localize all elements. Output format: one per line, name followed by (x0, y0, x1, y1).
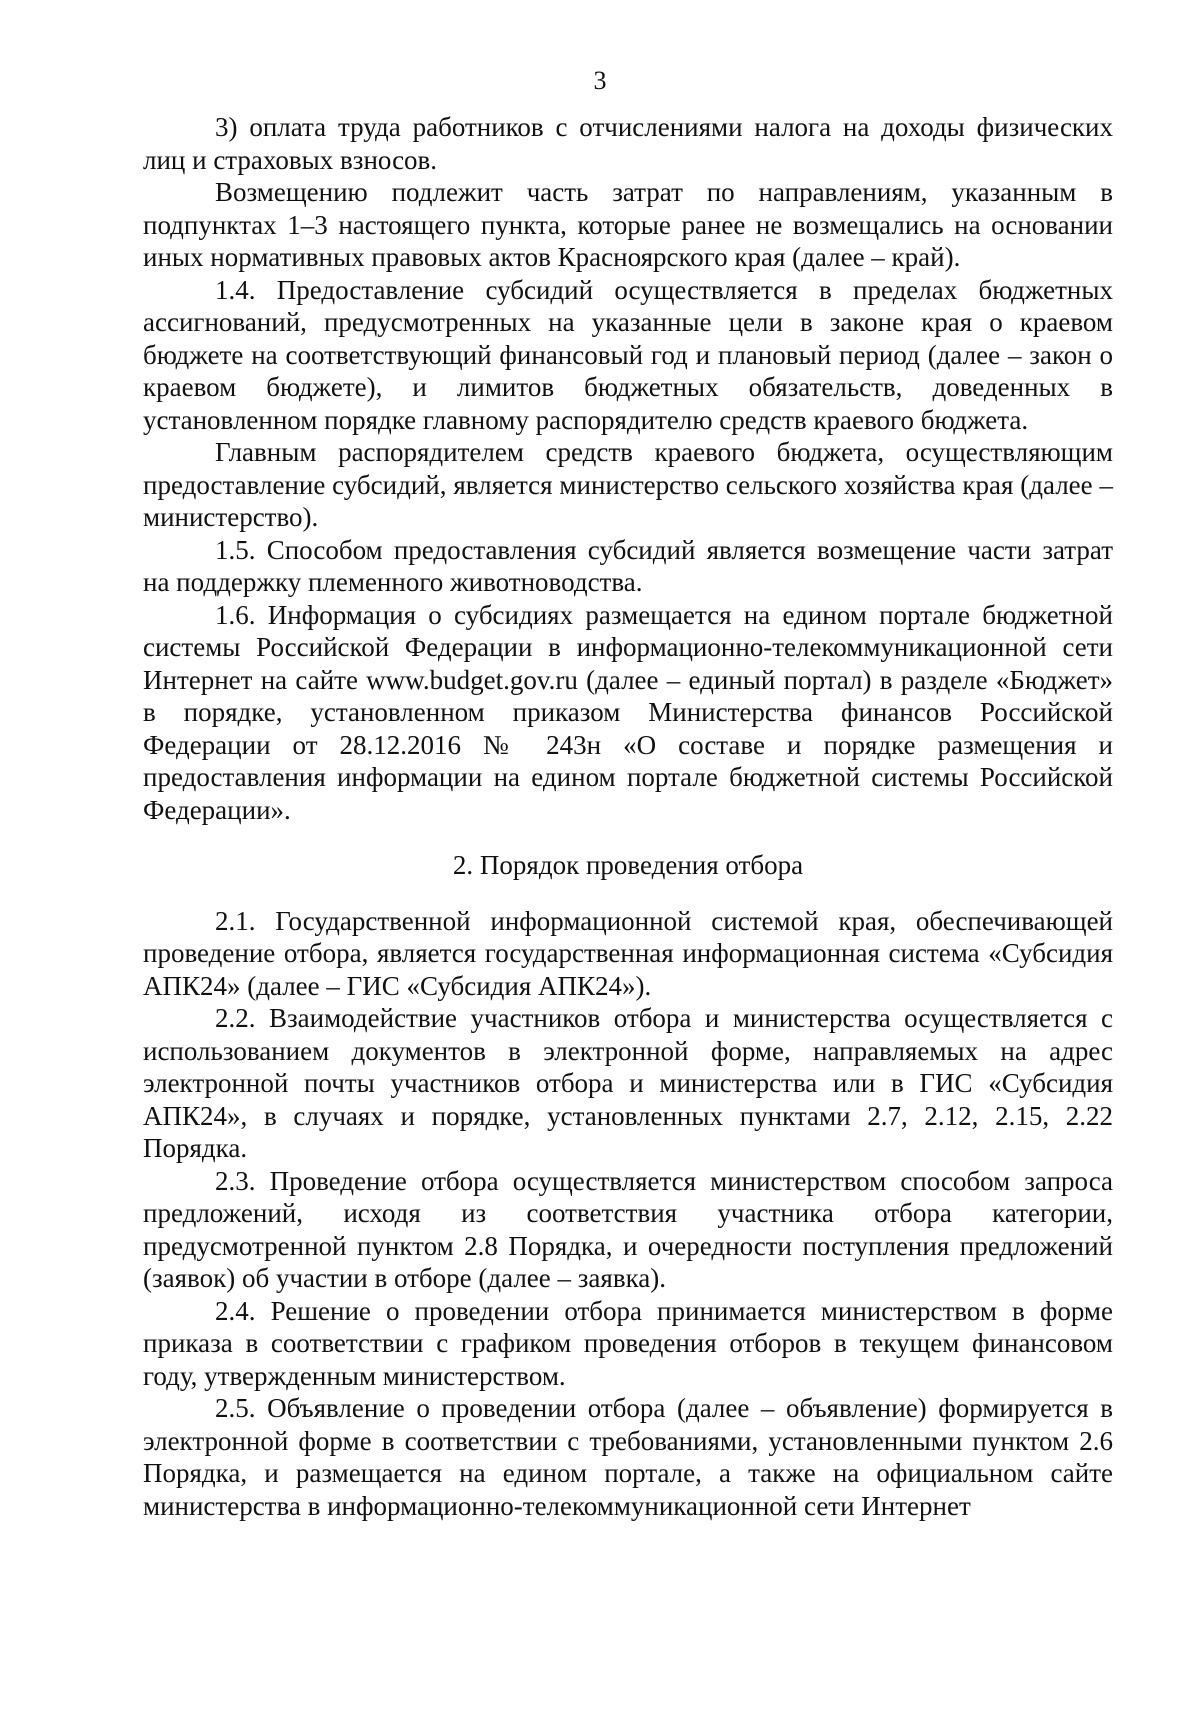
page-number: 3 (593, 66, 607, 95)
paragraph-item-3: 3) оплата труда работников с отчислениями налога на доходы физических лиц и страховых взносов. (143, 112, 1113, 175)
paragraph-1-5: 1.5. Способом предоставления субсидий является возмещение части затрат на поддержку племенного животноводства. (143, 534, 1113, 597)
paragraph-2-2: 2.2. Взаимодействие участников отбора и министерства осуществляется с использованием документов в электронной форме, направляемых на адрес электронной почты участников отбора и министерства или в ГИС «Субсидия АПК24», в случаях и порядке, установленных пунктами 2.7, 2.12, 2.15, 2.22 Порядка. (143, 1003, 1113, 1163)
paragraph-reimbursement: Возмещению подлежит часть затрат по направлениям, указанным в подпунктах 1–3 настоящего пункта, которые ранее не возмещались на основании иных нормативных правовых актов Красноярского края (далее – край). (143, 177, 1113, 272)
paragraph-chief-administrator: Главным распорядителем средств краевого бюджета, осуществляющим предоставление субсидий, является министерство сельского хозяйства края (далее – министерство). (143, 437, 1113, 532)
paragraph-1-6: 1.6. Информация о субсидиях размещается на едином портале бюджетной системы Российской Федерации в информационно-телекоммуникационной сети Интернет на сайте www.budget.gov.ru (далее – единый портал) в разделе «Бюджет» в порядке, установленном приказом Министерства финансов Российской Федерации от 28.12.2016 № 243н «О составе и порядке размещения и предоставления информации на едином портале бюджетной системы Российской Федерации». (143, 599, 1113, 825)
document-body (143, 111, 1113, 1522)
paragraph-1-4: 1.4. Предоставление субсидий осуществляется в пределах бюджетных ассигнований, предусмотренных на указанные цели в законе края о краевом бюджете на соответствующий финансовый год и плановый период (далее – закон о краевом бюджете), и лимитов бюджетных обязательств, доведенных в установленном порядке главному распорядителю средств краевого бюджета. (143, 274, 1113, 435)
paragraph-2-5: 2.5. Объявление о проведении отбора (далее – объявление) формируется в электронной форме в соответствии с требованиями, установленными пунктом 2.6 Порядка, и размещается на едином портале, а также на официальном сайте министерства в информационно-телекоммуникационной сети Интернет (143, 1393, 1113, 1521)
paragraph-2-1: 2.1. Государственной информационной системой края, обеспечивающей проведение отбора, является государственная информационная система «Субсидия АПК24» (далее – ГИС «Субсидия АПК24»). (143, 905, 1113, 1001)
section-heading: 2. Порядок проведения отбора (452, 850, 804, 880)
paragraph-2-4: 2.4. Решение о проведении отбора принимается министерством в форме приказа в соответствии с графиком проведения отборов в текущем финансовом году, утвержденным министерством. (143, 1295, 1113, 1391)
paragraph-2-3: 2.3. Проведение отбора осуществляется министерством способом запроса предложений, исходя из соответствия участника отбора категории, предусмотренной пунктом 2.8 Порядка, и очередности поступления предложений (заявок) об участии в отборе (далее – заявка). (143, 1165, 1113, 1293)
